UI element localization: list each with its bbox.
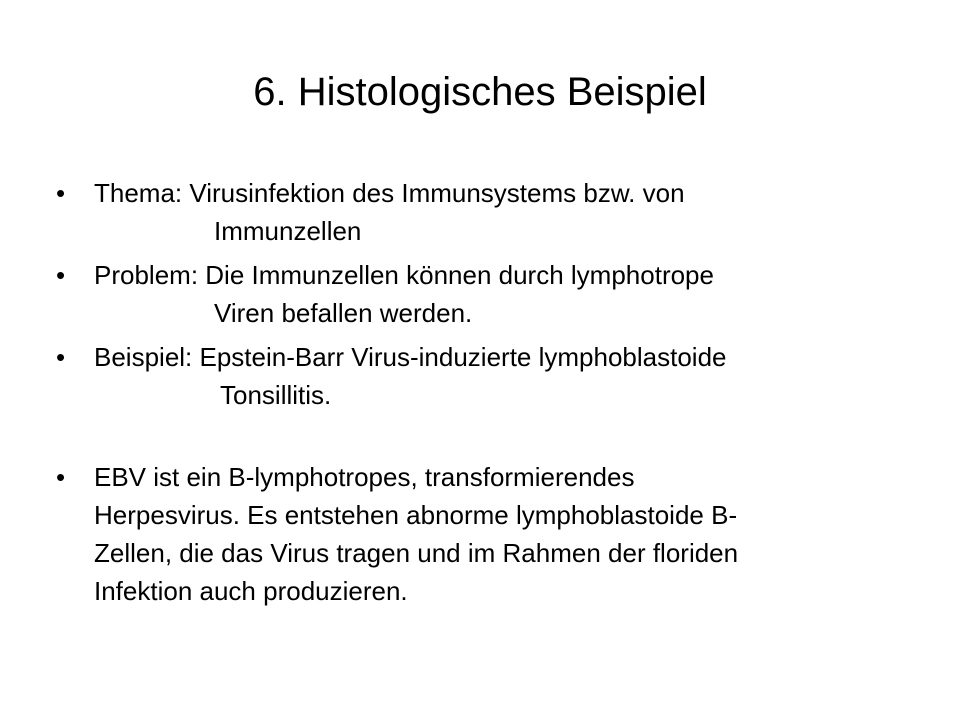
bullet-item-ebv [56, 458, 916, 610]
bullet-line: Herpesvirus. Es entstehen abnorme lymphoblastoide B- [94, 500, 738, 530]
bullet-item-beispiel [56, 338, 916, 414]
bullet-item-problem [56, 256, 916, 332]
bullet-dot-icon: • [56, 462, 66, 492]
bullet-line-continued: Tonsillitis. [220, 380, 332, 410]
bullet-dot-icon: • [56, 260, 66, 290]
bullet-line: Zellen, die das Virus tragen und im Rahmen der floriden [94, 538, 739, 568]
bullet-line: Problem: Die Immunzellen können durch lymphotrope [94, 260, 714, 290]
bullet-line: Infektion auch produzieren. [94, 576, 408, 606]
bullet-line: Thema: Virusinfektion des Immunsystems bzw. von [94, 178, 685, 208]
bullet-line-continued: Viren befallen werden. [214, 298, 473, 328]
bullet-dot-icon: • [56, 342, 66, 372]
bullet-dot-icon: • [56, 178, 66, 208]
bullet-text [94, 458, 916, 610]
bullet-item-thema [56, 174, 916, 250]
bullet-list [56, 174, 916, 610]
bullet-line: EBV ist ein B-lymphotropes, transformierendes [94, 462, 635, 492]
bullet-line-continued: Immunzellen [214, 216, 362, 246]
bullet-line: Beispiel: Epstein-Barr Virus-induzierte lymphoblastoide [94, 342, 727, 372]
bullet-text [94, 338, 916, 414]
bullet-text [94, 174, 916, 250]
bullet-text [94, 256, 916, 332]
slide-title: 6. Histologisches Beispiel [253, 70, 707, 114]
